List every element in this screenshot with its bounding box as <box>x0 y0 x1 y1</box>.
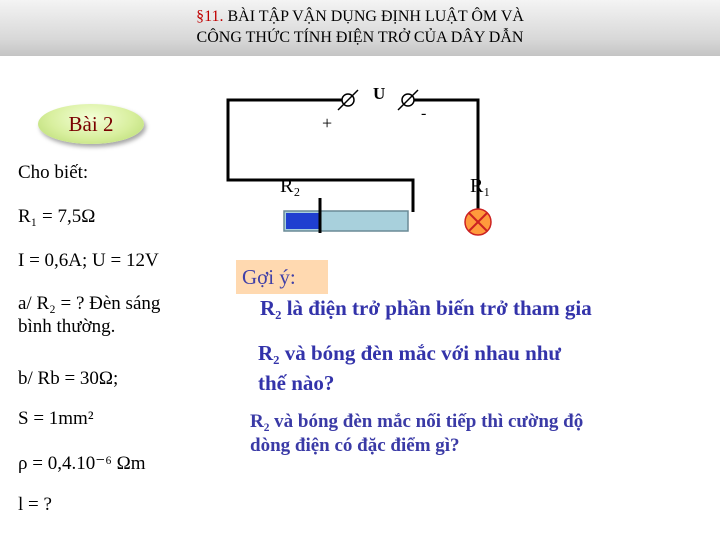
given-length-question: l = ? <box>18 494 52 515</box>
exercise-badge-label: Bài 2 <box>68 111 114 136</box>
hint-question-3-line2: dòng điện có đặc điểm gì? <box>250 435 460 456</box>
given-question-a-line1: a/ R₂ = ? Đèn sáng <box>18 293 161 314</box>
hint-label-text: Gợi ý: <box>242 264 296 289</box>
circuit-wire-right <box>408 100 478 212</box>
given-heading: Cho biết: <box>18 162 89 183</box>
circuit-wire-left <box>228 100 342 180</box>
section-number: §11. <box>196 8 224 25</box>
given-resistivity: ρ = 0,4.10⁻⁶ Ωm <box>18 453 146 474</box>
given-question-a-line2: bình thường. <box>18 316 116 337</box>
negative-terminal-label: - <box>421 105 427 122</box>
given-question-b: b/ Rb = 30Ω; <box>18 368 119 389</box>
title-text-1: BÀI TẬP VẬN DỤNG ĐỊNH LUẬT ÔM VÀ <box>227 8 524 25</box>
given-r1: R₁ = 7,5Ω <box>18 206 96 227</box>
hint-question-3-line1: R₂ và bóng đèn mắc nối tiếp thì cường độ <box>250 411 584 432</box>
hint-question-2-line2: thế nào? <box>258 371 335 395</box>
hint-question-1: R₂ là điện trở phần biến trở tham gia <box>260 296 592 320</box>
voltage-label: U <box>373 84 386 103</box>
given-cross-section: S = 1mm² <box>18 408 94 429</box>
hint-question-2 <box>258 338 708 398</box>
given-current-voltage: I = 0,6A; U = 12V <box>18 250 159 271</box>
hint-question-3 <box>250 410 716 458</box>
r1-label: R₁ <box>470 175 491 197</box>
rheostat-active-part <box>286 213 320 229</box>
positive-terminal-label: + <box>322 113 333 133</box>
slide-title-line2: CÔNG THỨC TÍNH ĐIỆN TRỞ CỦA DÂY DẪN <box>196 29 524 46</box>
r2-label: R₂ <box>280 175 301 197</box>
hint-label <box>236 260 328 294</box>
hint-question-2-line1: R₂ và bóng đèn mắc với nhau như <box>258 341 562 365</box>
